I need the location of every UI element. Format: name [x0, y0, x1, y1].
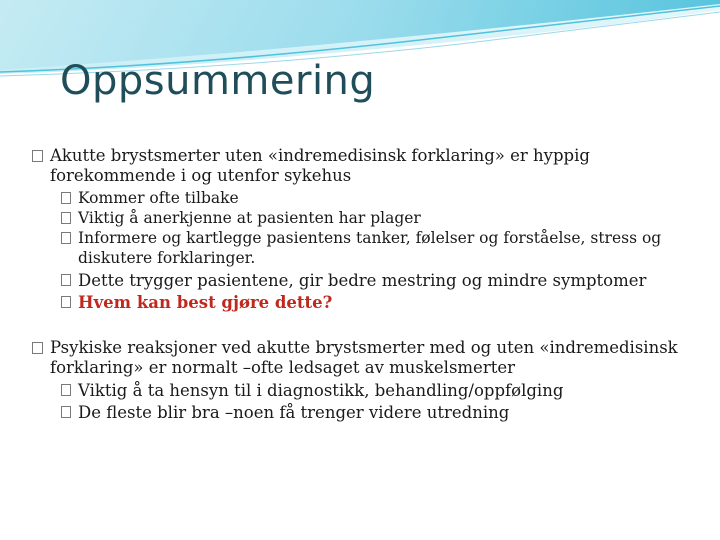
- sub-bullet-text: Viktig å anerkjenne at pasienten har plager: [78, 209, 421, 227]
- bullet-box-icon: [32, 150, 43, 162]
- bullet-text: Psykiske reaksjoner ved akutte brystsmerter med og uten «indremedisinsk forklaring» er normalt –ofte ledsaget av muskelsmerter: [50, 338, 678, 377]
- sub-bullet-item: [60, 402, 710, 424]
- sub-bullet-text: Viktig å ta hensyn til i diagnostikk, behandling/oppfølging: [78, 381, 564, 400]
- bullet-box-icon: [61, 406, 71, 418]
- slide-title: Oppsummering: [60, 58, 376, 104]
- bullet-item: [30, 338, 710, 378]
- sub-bullet-item: [60, 380, 710, 402]
- highlight-question-text: Hvem kan best gjøre dette?: [78, 293, 333, 312]
- sub-bullet-text: Kommer ofte tilbake: [78, 189, 239, 207]
- sub-bullet-text: Dette trygger pasientene, gir bedre mestring og mindre symptomer: [78, 271, 647, 290]
- bullet-item: [30, 146, 710, 186]
- bullet-box-icon: [32, 342, 43, 354]
- bullet-box-icon: [61, 384, 71, 396]
- bullet-box-icon: [61, 232, 71, 244]
- bullet-list: [30, 146, 710, 424]
- bullet-text: Akutte brystsmerter uten «indremedisinsk forklaring» er hyppig forekommende i og utenfor sykehus: [50, 146, 590, 185]
- sub-bullet-text: Informere og kartlegge pasientens tanker, følelser og forståelse, stress og diskutere forklaringer.: [78, 229, 662, 267]
- bullet-box-icon: [61, 212, 71, 224]
- sub-bullet-item: [60, 208, 710, 228]
- bullet-box-icon: [61, 296, 71, 308]
- sub-bullet-item: [60, 228, 710, 268]
- sub-bullet-item: [60, 270, 710, 292]
- bullet-box-icon: [61, 274, 71, 286]
- sub-bullet-text: De fleste blir bra –noen få trenger videre utredning: [78, 403, 510, 422]
- sub-bullet-item-highlight: [60, 292, 710, 314]
- sub-bullet-item: [60, 188, 710, 208]
- bullet-box-icon: [61, 192, 71, 204]
